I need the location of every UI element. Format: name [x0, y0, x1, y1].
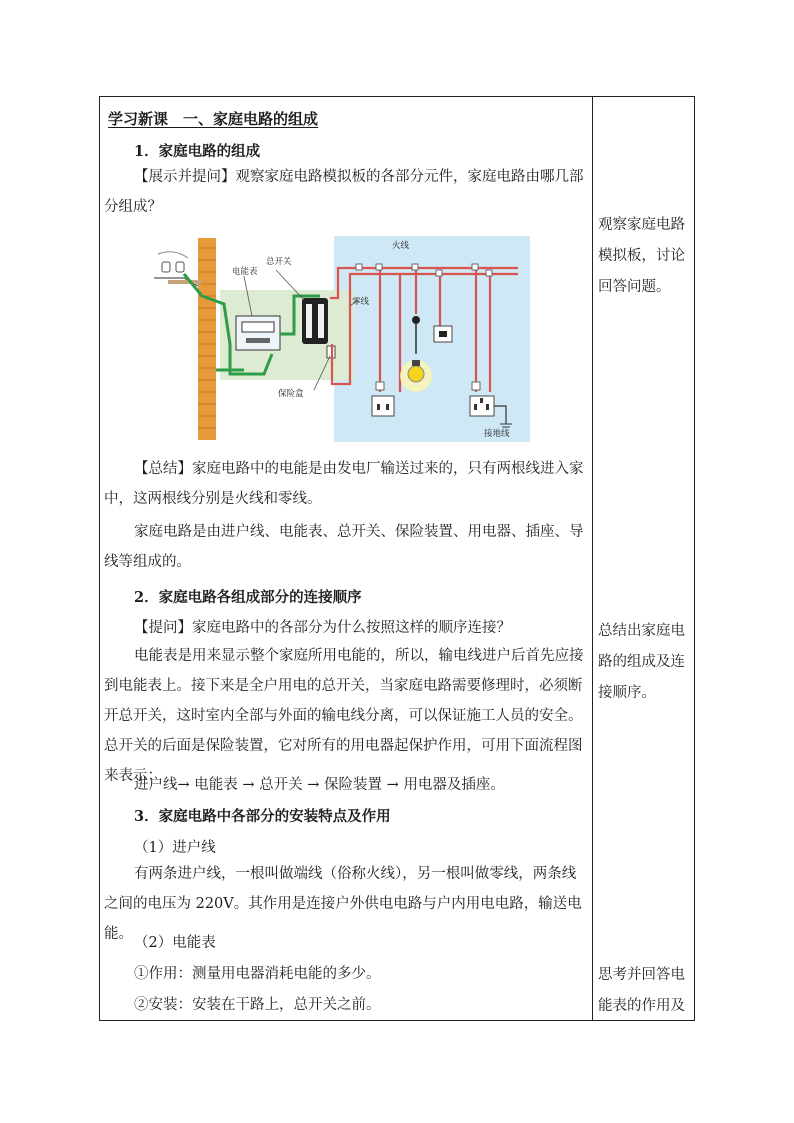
brick-wall [198, 238, 216, 440]
section-title: 学习新课 一、家庭电路的组成 [108, 110, 319, 128]
side-note-summarize: 总结出家庭电路的组成及连接顺序。 [598, 623, 685, 701]
paragraph-explanation: 电能表是用来显示整个家庭所用电能的，所以，输电线进户后首先应接到电能表上。接下来是全户用电的总开关，当家庭电路需要修理时，必须断开总开关，这时室内全部与外面的输电线分离，可以保证施工人员的安全。总开关的后面是保险装置，它对所有的用电器起保护作用，可用下面流程图来表示： [104, 648, 584, 784]
label-live: 火线 [392, 241, 410, 251]
paragraph-service-line: 有两条进户线，一根叫做端线（俗称火线），另一根叫做零线，两条线之间的电压为 220V。其作用是连接户外供电电路与户内用电电路，输送电能。 [104, 866, 582, 942]
paragraph-question: 【提问】家庭电路中的各部分为什么按照这样的顺序连接？ [134, 620, 511, 636]
subheading-service-line: （1）进户线 [134, 840, 216, 856]
paragraph-show-and-ask: 【展示并提问】观察家庭电路模拟板的各部分元件，家庭电路由哪几部分组成？ [104, 169, 584, 215]
heading-1: 1．家庭电路的组成 [134, 143, 261, 160]
paragraph-summary: 【总结】家庭电路中的电能是由发电厂输送过来的，只有两根线进入家中，这两根线分别是火线和零线。 [104, 461, 584, 507]
service-entrance [154, 252, 202, 286]
column-divider [592, 96, 593, 1021]
socket-left [372, 396, 394, 416]
label-neutral: 零线 [352, 297, 370, 307]
label-fuse-box: 保险盒 [278, 389, 304, 399]
socket-right [470, 396, 494, 416]
circuit-diagram [154, 234, 539, 446]
subheading-meter: （2）电能表 [134, 935, 216, 951]
side-note-think: 思考并回答电能表的作用及 [598, 967, 685, 1014]
label-ground: 接地线 [484, 429, 510, 439]
blue-board [334, 236, 530, 442]
side-note-observe: 观察家庭电路模拟板，讨论回答问题。 [598, 217, 685, 295]
flow-sequence: 进户线→ 电能表 → 总开关 → 保险装置 → 用电器及插座。 [134, 777, 505, 793]
label-meter: 电能表 [232, 267, 258, 277]
heading-2: 2．家庭电路各组成部分的连接顺序 [134, 589, 362, 606]
meter-function: ①作用：测量用电器消耗电能的多少。 [134, 966, 381, 982]
energy-meter [236, 316, 280, 350]
heading-3: 3．家庭电路中各部分的安装特点及作用 [134, 808, 391, 825]
paragraph-composition: 家庭电路是由进户线、电能表、总开关、保险装置、用电器、插座、导线等组成的。 [104, 524, 584, 570]
label-main-switch: 总开关 [266, 257, 292, 267]
main-switch [302, 298, 328, 344]
meter-installation: ②安装：安装在干路上，总开关之前。 [134, 997, 381, 1013]
